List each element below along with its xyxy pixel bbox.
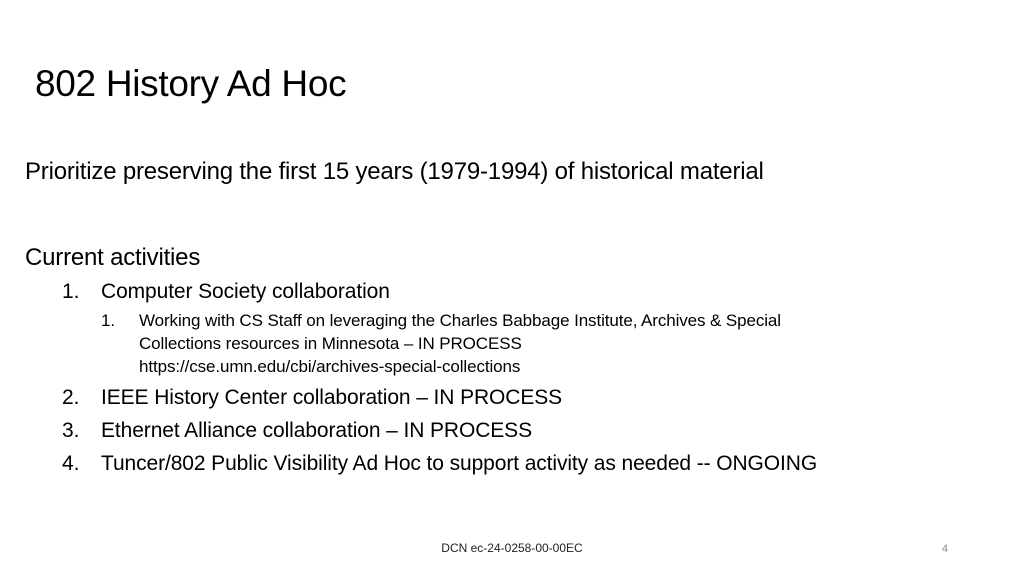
activity-item xyxy=(0,278,1000,378)
activity-item xyxy=(0,417,1000,444)
activity-subitem xyxy=(101,309,1000,378)
activity-number: 2. xyxy=(62,386,80,409)
subitem-line: Working with CS Staff on leveraging the Charles Babbage Institute, Archives & Special xyxy=(139,311,781,330)
subitem-number: 1. xyxy=(101,311,115,330)
activity-text: IEEE History Center collaboration – IN PROCESS xyxy=(101,386,563,409)
activity-item xyxy=(0,450,1000,477)
activity-text: Ethernet Alliance collaboration – IN PROCESS xyxy=(101,419,532,442)
activity-number: 3. xyxy=(62,419,80,442)
activities-heading: Current activities xyxy=(25,244,201,271)
lead-statement: Prioritize preserving the first 15 years (1979-1994) of historical material xyxy=(25,158,764,185)
activity-number: 1. xyxy=(62,280,80,303)
activity-sublist xyxy=(101,309,1000,378)
subitem-link[interactable]: https://cse.umn.edu/cbi/archives-special-collections xyxy=(139,357,521,376)
activity-text: Computer Society collaboration xyxy=(101,280,390,303)
slide-title: 802 History Ad Hoc xyxy=(35,63,347,104)
activity-item xyxy=(0,384,1000,411)
page-number: 4 xyxy=(941,543,948,555)
activity-number: 4. xyxy=(62,452,80,475)
footer-dcn: DCN ec-24-0258-00-00EC xyxy=(441,541,583,555)
subitem-line: Collections resources in Minnesota – IN PROCESS xyxy=(139,334,522,353)
activity-text: Tuncer/802 Public Visibility Ad Hoc to support activity as needed -- ONGOING xyxy=(101,452,818,475)
activities-list xyxy=(0,278,1000,483)
